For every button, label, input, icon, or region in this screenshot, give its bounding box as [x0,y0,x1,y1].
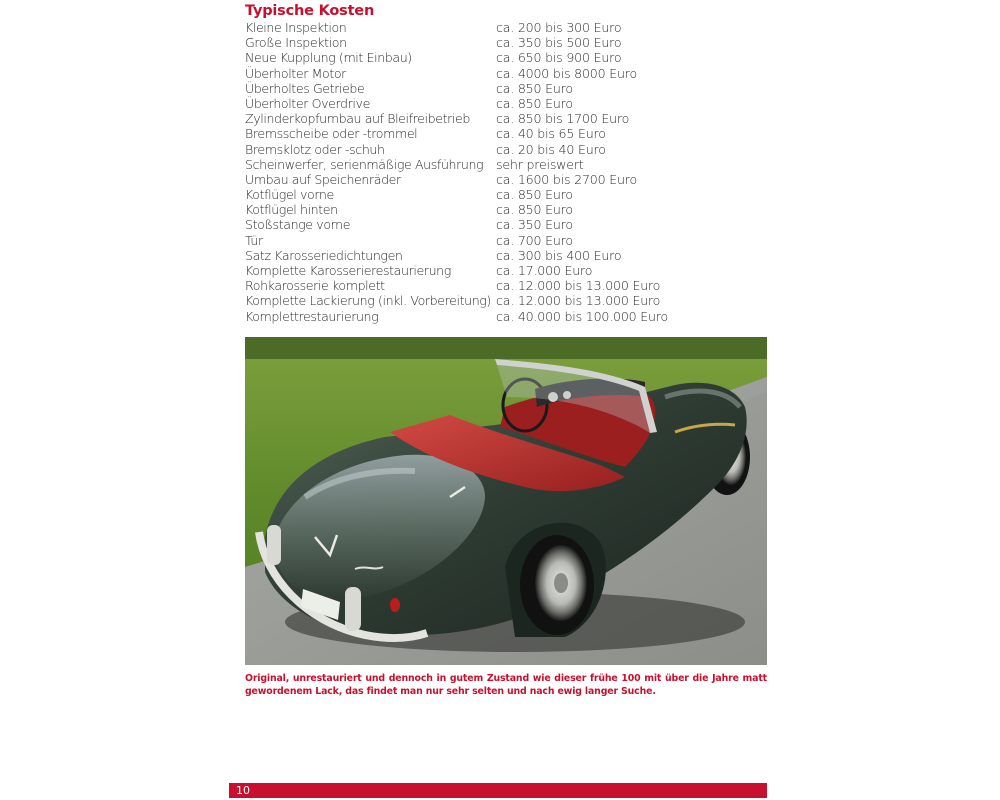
footer-bar [229,783,767,798]
cost-table [245,20,715,324]
car-photo [245,337,767,665]
cost-item-price: ca. 650 bis 900 Euro [496,50,622,66]
cost-item-label: Satz Karosseriedichtungen [245,247,403,263]
cost-item-label: Umbau auf Speichenräder [245,171,401,187]
cost-item-label: Kotflügel vorne [245,187,334,203]
cost-item-price: ca. 12.000 bis 13.000 Euro [496,278,661,294]
cost-item-label: Komplette Lackierung (inkl. Vorbereitung) [245,293,491,309]
cost-item-price: ca. 20 bis 40 Euro [496,141,606,157]
cost-row [245,293,715,308]
cost-item-label: Rohkarosserie komplett [245,278,385,294]
cost-item-price: ca. 1600 bis 2700 Euro [496,171,637,187]
cost-row [245,81,715,96]
cost-item-price: ca. 850 Euro [496,95,573,111]
photo-caption: Original, unrestauriert und dennoch in gutem Zustand wie dieser frühe 100 mit über die Jahre matt gewordenem Lack, das findet man nur sehr selten und nach ewig langer Suche. [245,673,767,697]
cost-item-label: Überholtes Getriebe [245,80,365,96]
cost-row [245,66,715,81]
cost-item-label: Komplette Karosserierestaurierung [245,263,451,278]
cost-row [245,20,715,35]
cost-item-price: ca. 4000 bis 8000 Euro [496,65,637,81]
cost-row [245,309,715,324]
cost-row [245,278,715,293]
cost-item-label: Tür [245,232,263,248]
cost-item-label: Kotflügel hinten [245,202,338,218]
cost-row [245,263,715,278]
cost-row [245,172,715,187]
cost-item-price: ca. 17.000 Euro [496,263,593,278]
cost-item-price: ca. 850 Euro [496,187,573,203]
cost-row [245,187,715,202]
cost-row [245,142,715,157]
page-number: 10 [236,784,250,797]
cost-item-price: ca. 350 Euro [496,217,573,233]
cost-item-price: ca. 850 Euro [496,202,573,218]
cost-row [245,111,715,126]
cost-row [245,157,715,172]
cost-item-price: ca. 40.000 bis 100.000 Euro [496,308,669,324]
cost-row [245,96,715,111]
cost-item-label: Bremsscheibe oder -trommel [245,126,418,142]
cost-row [245,126,715,141]
cost-item-label: Scheinwerfer, serienmäßige Ausführung [245,156,484,172]
car-photo-illustration [245,337,767,665]
cost-row [245,248,715,263]
cost-item-price: ca. 300 bis 400 Euro [496,247,622,263]
cost-item-label: Überholter Overdrive [245,95,370,111]
tree-line [245,337,767,359]
cost-item-price: ca. 850 bis 1700 Euro [496,111,630,127]
cost-item-price: ca. 200 bis 300 Euro [496,20,622,35]
section-heading: Typische Kosten [245,3,375,19]
cost-row [245,217,715,232]
cost-item-price: ca. 350 bis 500 Euro [496,35,622,51]
cost-item-price: ca. 850 Euro [496,80,573,96]
cost-item-price: ca. 40 bis 65 Euro [496,126,606,142]
cost-item-price: sehr preiswert [496,156,584,172]
cost-item-label: Überholter Motor [245,65,346,81]
cost-row [245,50,715,65]
cost-item-label: Kleine Inspektion [245,20,347,35]
cost-item-label: Große Inspektion [245,35,347,51]
cost-item-label: Komplettrestaurierung [245,308,379,324]
cost-item-label: Bremsklotz oder -schuh [245,141,385,157]
cost-item-label: Neue Kupplung (mit Einbau) [245,50,412,66]
cost-item-label: Stoßstange vorne [245,217,351,233]
cost-row [245,202,715,217]
cost-item-label: Zylinderkopfumbau auf Bleifreibetrieb [245,111,470,127]
cost-row [245,233,715,248]
cost-item-price: ca. 700 Euro [496,232,573,248]
cost-item-price: ca. 12.000 bis 13.000 Euro [496,293,661,309]
cost-row [245,35,715,50]
